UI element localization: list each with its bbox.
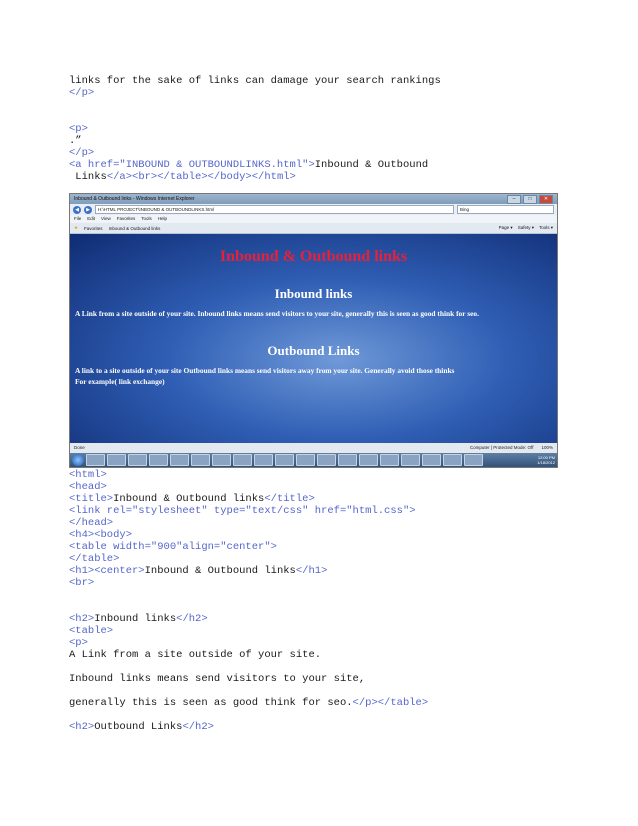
maximize-icon[interactable]: □	[523, 195, 537, 204]
code-line	[69, 123, 441, 135]
code-text: Inbound & Outbound links	[144, 565, 296, 577]
window-title: Inbound & Outbound links - Windows Internet Explorer	[74, 196, 195, 202]
taskbar-item[interactable]	[233, 454, 252, 466]
code-line	[69, 589, 428, 601]
page-content	[70, 234, 557, 443]
code-text: Inbound links	[94, 613, 177, 625]
outbound-paragraph	[75, 365, 549, 387]
address-bar-row	[70, 204, 557, 215]
code-line	[69, 147, 441, 159]
taskbar-item[interactable]	[107, 454, 126, 466]
code-line	[69, 75, 441, 87]
favorites-label[interactable]: Favorites	[84, 225, 103, 231]
menu-bar	[70, 215, 557, 223]
taskbar-item[interactable]	[149, 454, 168, 466]
code-line	[69, 541, 428, 553]
code-line	[69, 637, 428, 649]
code-line	[69, 159, 441, 171]
code-tag: </h2>	[176, 613, 208, 625]
taskbar-item[interactable]	[359, 454, 378, 466]
window-titlebar	[70, 194, 557, 204]
code-tag: </head>	[69, 517, 114, 529]
code-tag: </h1>	[295, 565, 328, 577]
code-tag: <head>	[69, 481, 107, 493]
taskbar-item[interactable]	[170, 454, 189, 466]
favorites-bar	[70, 223, 557, 234]
menu-item-help[interactable]: Help	[157, 216, 168, 221]
code-tag: </p></table>	[352, 697, 429, 709]
code-tag: <html>	[69, 469, 107, 481]
code-text: Links	[69, 171, 107, 183]
minimize-icon[interactable]: –	[507, 195, 521, 204]
code-text: Outbound Links	[94, 721, 183, 733]
start-button[interactable]	[72, 454, 84, 466]
code-tag: <a href="INBOUND & OUTBOUNDLINKS.html">	[69, 159, 315, 171]
taskbar	[70, 453, 557, 467]
code-tag: <link rel="stylesheet" type="text/css" href="html.css">	[69, 505, 416, 517]
taskbar-item[interactable]	[401, 454, 420, 466]
taskbar-item[interactable]	[191, 454, 210, 466]
code-line	[69, 481, 428, 493]
address-input[interactable]: H:\HTML PROJECT\INBOUND & OUTBOUNDLINKS.html	[95, 205, 454, 214]
forward-icon[interactable]: ▶	[84, 206, 92, 214]
code-tag: <br>	[69, 577, 95, 589]
code-line	[69, 87, 441, 99]
taskbar-item[interactable]	[464, 454, 483, 466]
code-tag: <h4><body>	[69, 529, 133, 541]
page-heading: Inbound & Outbound links	[219, 248, 408, 265]
code-tag: </p>	[69, 87, 95, 99]
taskbar-item[interactable]	[275, 454, 294, 466]
code-text: Inbound & Outbound links	[113, 493, 265, 505]
code-line	[69, 697, 428, 709]
code-tag: <h1><center>	[69, 565, 145, 577]
menu-item-view[interactable]: View	[101, 216, 111, 221]
code-tag: <table width="900"align="center">	[69, 541, 277, 553]
zoom-level[interactable]: 100%	[541, 445, 553, 450]
code-line	[69, 111, 441, 123]
code-tag: </table>	[69, 553, 120, 565]
code-line	[69, 529, 428, 541]
code-text: Inbound & Outbound	[314, 159, 429, 171]
taskbar-item[interactable]	[128, 454, 147, 466]
code-tag: </p>	[69, 147, 95, 159]
code-line	[69, 565, 428, 577]
code-line	[69, 709, 428, 721]
taskbar-item[interactable]	[380, 454, 399, 466]
menu-item-favorites[interactable]: Favorites	[116, 216, 136, 221]
status-text: Done	[74, 445, 85, 450]
menu-item-tools[interactable]: Tools	[141, 216, 152, 221]
code-line	[69, 649, 428, 661]
code-line	[69, 505, 428, 517]
back-icon[interactable]: ◀	[73, 206, 81, 214]
code-tag: </h2>	[182, 721, 214, 733]
inbound-paragraph: A Link from a site outside of your site. Inbound links means send visitors to your site, generally this is seen as good think for seo.	[75, 309, 479, 318]
menu-item-file[interactable]: File	[74, 216, 82, 221]
browser-tab[interactable]: Inbound & Outbound links	[108, 225, 161, 231]
code-tag: <table>	[69, 625, 114, 637]
tray-date: 1/18/2012	[537, 460, 555, 465]
outbound-line-2: For example( link exchange)	[75, 377, 165, 386]
code-line	[69, 685, 428, 697]
code-line	[69, 721, 428, 733]
code-text: A Link from a site outside of your site.	[69, 649, 322, 661]
system-tray-clock[interactable]	[537, 455, 555, 465]
toolbar-menu-2[interactable]: Tools ▾	[538, 225, 553, 230]
outbound-line-1: A link to a site outside of your site Outbound links means send visitors away from your site. Generally avoid those thinks	[75, 366, 455, 375]
code-line	[69, 553, 428, 565]
toolbar-menu-1[interactable]: Safety ▾	[517, 225, 534, 230]
taskbar-item[interactable]	[86, 454, 105, 466]
outbound-heading: Outbound Links	[267, 343, 360, 358]
menu-item-edit[interactable]: Edit	[87, 216, 96, 221]
code-line	[69, 673, 428, 685]
code-tag: </title>	[264, 493, 315, 505]
browser-screenshot	[69, 193, 558, 468]
code-line	[69, 99, 441, 111]
bottom-code-block	[69, 469, 428, 733]
toolbar-menu-0[interactable]: Page ▾	[498, 225, 513, 230]
code-text: generally this is seen as good think for seo.	[69, 697, 353, 709]
taskbar-item[interactable]	[443, 454, 462, 466]
inbound-heading: Inbound links	[274, 286, 353, 301]
code-text: links for the sake of links can damage your search rankings	[69, 75, 441, 87]
code-line	[69, 469, 428, 481]
top-code-block	[69, 75, 441, 183]
code-tag: <h2>	[69, 721, 95, 733]
security-zone: Computer | Protected Mode: Off	[469, 445, 534, 450]
code-line	[69, 493, 428, 505]
tray-time: 12:00 PM	[537, 455, 555, 460]
code-line	[69, 517, 428, 529]
taskbar-item[interactable]	[317, 454, 336, 466]
code-line	[69, 613, 428, 625]
search-input[interactable]: Bing	[457, 205, 554, 214]
code-line	[69, 135, 441, 147]
code-line	[69, 601, 428, 613]
taskbar-item[interactable]	[212, 454, 231, 466]
code-line	[69, 625, 428, 637]
taskbar-item[interactable]	[296, 454, 315, 466]
favorites-star-icon[interactable]: ★	[74, 225, 79, 230]
code-tag: <h2>	[69, 613, 95, 625]
code-text: .”	[69, 135, 82, 147]
code-tag: </a><br></table></body></html>	[106, 171, 296, 183]
code-tag: <p>	[69, 123, 88, 135]
code-tag: <p>	[69, 637, 88, 649]
taskbar-item[interactable]	[254, 454, 273, 466]
code-line	[69, 171, 441, 183]
code-line	[69, 661, 428, 673]
status-bar	[70, 443, 557, 453]
code-text: Inbound links means send visitors to your site,	[69, 673, 366, 685]
code-line	[69, 577, 428, 589]
code-tag: <title>	[69, 493, 114, 505]
close-icon[interactable]: ✕	[539, 195, 553, 204]
taskbar-item[interactable]	[422, 454, 441, 466]
taskbar-item[interactable]	[338, 454, 357, 466]
